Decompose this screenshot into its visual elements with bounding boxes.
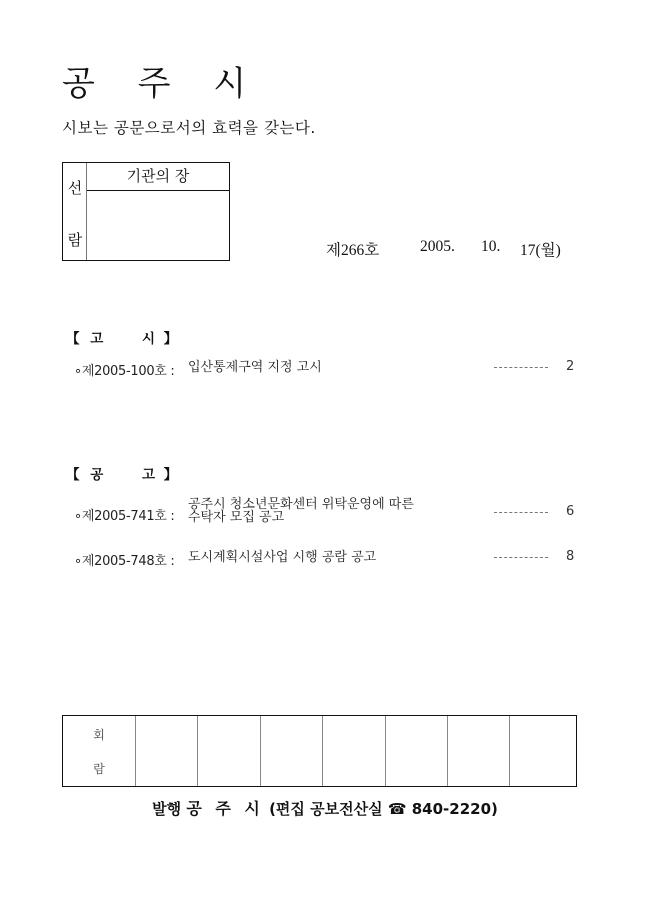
- signature-cell[interactable]: [448, 716, 510, 786]
- issue-date-month: 10.: [481, 238, 501, 255]
- bracket-open: 【: [66, 331, 80, 347]
- leader-dashes: [494, 367, 548, 368]
- publisher-footer: [0, 796, 650, 819]
- circulation-label-bottom: 람: [93, 762, 105, 776]
- circulation-label: [63, 716, 136, 786]
- signature-cell[interactable]: [261, 716, 323, 786]
- signature-cell[interactable]: [198, 716, 261, 786]
- item-title-line2: 수탁자 모집 공고: [188, 510, 285, 525]
- item-title: 입산통제구역 지정 고시: [188, 360, 322, 375]
- publisher-label: 발행: [152, 800, 182, 818]
- document-subtitle: 시보는 공문으로서의 효력을 갖는다.: [62, 119, 316, 137]
- item-title: 공주시 청소년문화센터 위탁운영에 따른: [188, 497, 414, 512]
- editor-info: (편집 공보전산실: [269, 800, 383, 818]
- review-box: [62, 162, 230, 261]
- review-side-top: 선: [67, 179, 83, 197]
- leader-dashes: [494, 557, 548, 558]
- page-number: 2: [566, 359, 575, 374]
- section-heading-notice: [66, 327, 177, 347]
- issue-date-year: 2005.: [420, 238, 455, 255]
- circulation-label-top: 회: [93, 728, 105, 742]
- heading-char: 공: [90, 467, 104, 483]
- phone-icon: ☎: [387, 800, 407, 818]
- heading-char: 시: [141, 331, 155, 347]
- heading-char: 고: [90, 331, 104, 347]
- signature-cell[interactable]: [510, 716, 576, 786]
- section-heading-announcement: [66, 463, 177, 483]
- page-number: 8: [566, 549, 575, 564]
- signature-cell[interactable]: [323, 716, 386, 786]
- publisher-name: 공 주 시: [186, 799, 264, 818]
- circulation-table: [62, 715, 577, 787]
- phone-number: 840-2220): [411, 800, 498, 818]
- document-title: 공 주 시: [62, 64, 263, 104]
- item-number: ∘제2005-100호 :: [74, 364, 175, 379]
- review-side-bottom: 람: [67, 231, 83, 249]
- signature-cell[interactable]: [386, 716, 448, 786]
- heading-char: 고: [141, 467, 155, 483]
- page-number: 6: [566, 504, 575, 519]
- item-number: ∘제2005-748호 :: [74, 554, 175, 569]
- leader-dashes: [494, 512, 548, 513]
- review-heading: 기관의 장: [87, 163, 229, 191]
- issue-date-day: 17(월): [520, 242, 561, 259]
- item-title: 도시계획시설사업 시행 공람 공고: [188, 550, 377, 565]
- review-side-label: [63, 163, 87, 260]
- bracket-close: 】: [163, 331, 178, 347]
- bracket-open: 【: [66, 467, 80, 483]
- toc-item[interactable]: [74, 550, 594, 569]
- item-number: ∘제2005-741호 :: [74, 509, 175, 524]
- bracket-close: 】: [163, 467, 178, 483]
- issue-number: 제266호: [326, 242, 380, 259]
- signature-cell[interactable]: [136, 716, 198, 786]
- toc-item[interactable]: [74, 360, 594, 379]
